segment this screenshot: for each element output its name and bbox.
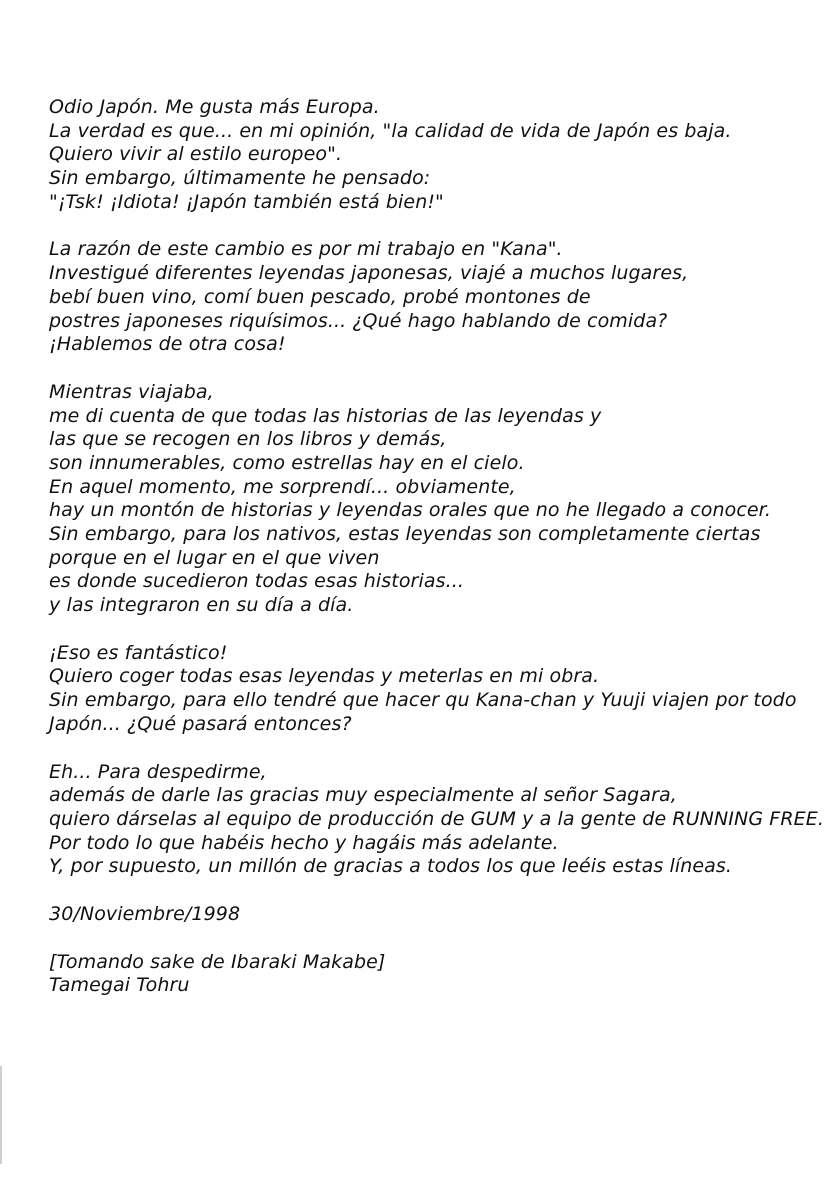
text-line: es donde sucedieron todas esas historias... — [49, 570, 464, 593]
text-line: Sin embargo, para los nativos, estas leyendas son completamente ciertas — [49, 523, 761, 545]
text-line: Eh... Para despedirme, — [49, 760, 267, 783]
text-line: La verdad es que... en mi opinión, "la calidad de vida de Japón es baja. — [49, 119, 732, 142]
afterword-text — [49, 96, 824, 1022]
text-line: ¡Hablemos de otra cosa! — [49, 333, 286, 356]
text-line: y las integraron en su día a día. — [49, 594, 354, 617]
text-line: quiero dárselas al equipo de producción de GUM y a la gente de RUNNING FREE. — [49, 807, 824, 830]
text-line: Y, por supuesto, un millón de gracias a todos los que leéis estas líneas. — [49, 855, 733, 878]
paragraph-date — [49, 903, 809, 927]
text-line: me di cuenta de que todas las historias de las leyendas y — [49, 404, 602, 427]
text-line: Sin embargo, para ello tendré que hacer qu Kana-chan y Yuuji viajen por todo — [49, 689, 797, 712]
text-line: ¡Eso es fantástico! — [49, 641, 228, 664]
text-line: Quiero vivir al estilo europeo". — [49, 143, 343, 166]
text-line: Sin embargo, últimamente he pensado: — [49, 167, 431, 190]
paragraph-work — [49, 238, 809, 356]
text-line: Odio Japón. Me gusta más Europa. — [49, 96, 380, 118]
text-line: son innumerables, como estrellas hay en el cielo. — [49, 451, 525, 474]
text-line: Quiero coger todas esas leyendas y meterlas en mi obra. — [49, 665, 600, 688]
text-line: postres japoneses riquísimos... ¿Qué hago hablando de comida? — [49, 309, 668, 332]
text-line: porque en el lugar en el que viven — [49, 546, 380, 569]
paragraph-intro — [49, 96, 809, 214]
text-line: Japón... ¿Qué pasará entonces? — [49, 712, 352, 735]
text-line: las que se recogen en los libros y demás, — [49, 428, 447, 451]
paragraph-travel — [49, 381, 809, 618]
text-line: Investigué diferentes leyendas japonesas, viajé a muchos lugares, — [49, 262, 689, 285]
scan-edge-mark — [0, 1066, 2, 1164]
text-line: además de darle las gracias muy especialmente al señor Sagara, — [49, 784, 677, 807]
paragraph-signature — [49, 951, 809, 998]
text-line: La razón de este cambio es por mi trabajo en "Kana". — [49, 238, 563, 261]
date-line: 30/Noviembre/1998 — [49, 902, 241, 925]
text-line: "¡Tsk! ¡Idiota! ¡Japón también está bien!" — [49, 190, 444, 213]
paragraph-fantastic — [49, 642, 809, 737]
text-line: bebí buen vino, comí buen pescado, probé montones de — [49, 285, 591, 308]
text-line: hay un montón de historias y leyendas orales que no he llegado a conocer. — [49, 499, 771, 522]
text-line: En aquel momento, me sorprendí... obviamente, — [49, 475, 516, 498]
author-name: Tamegai Tohru — [49, 974, 190, 997]
location-line: [Tomando sake de Ibaraki Makabe] — [49, 950, 386, 973]
paragraph-thanks — [49, 760, 824, 879]
text-line: Por todo lo que habéis hecho y hagáis más adelante. — [49, 831, 559, 854]
text-line: Mientras viajaba, — [49, 380, 214, 403]
